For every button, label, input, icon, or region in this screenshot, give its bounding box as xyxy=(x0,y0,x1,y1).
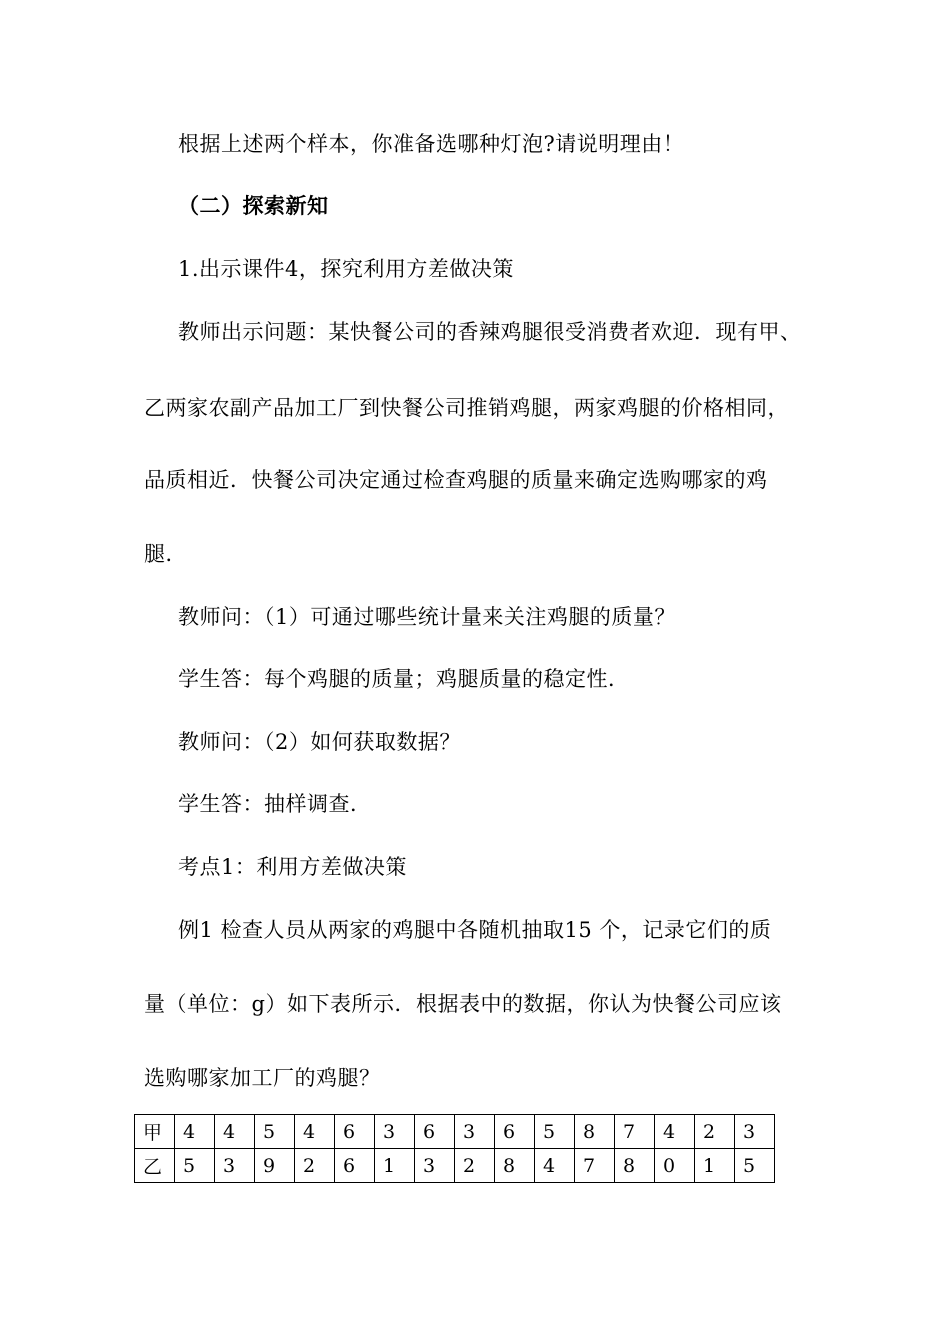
table-cell: 1 xyxy=(375,1149,415,1183)
paragraph-choose-bulb: 根据上述两个样本，你准备选哪种灯泡?请说明理由！ xyxy=(178,132,685,156)
paragraph-problem-line-2: 乙两家农副产品加工厂到快餐公司推销鸡腿，两家鸡腿的价格相同， xyxy=(144,396,789,420)
table-cell: 0 xyxy=(655,1149,695,1183)
teacher-question-2: 教师问：（2）如何获取数据？ xyxy=(178,730,461,754)
student-answer-1: 学生答：每个鸡腿的质量；鸡腿质量的稳定性． xyxy=(178,667,630,691)
table-cell: 5 xyxy=(175,1149,215,1183)
table-cell: 4 xyxy=(175,1115,215,1149)
table-cell: 5 xyxy=(255,1115,295,1149)
table-cell: 4 xyxy=(215,1115,255,1149)
table-cell: 1 xyxy=(695,1149,735,1183)
key-point-1: 考点1：利用方差做决策 xyxy=(178,855,407,879)
table-cell: 2 xyxy=(455,1149,495,1183)
data-table xyxy=(134,1114,775,1183)
table-cell: 6 xyxy=(335,1149,375,1183)
table-cell: 2 xyxy=(295,1149,335,1183)
table-cell: 6 xyxy=(335,1115,375,1149)
table-cell: 6 xyxy=(415,1115,455,1149)
table-cell: 5 xyxy=(535,1115,575,1149)
example-1-line-3: 选购哪家加工厂的鸡腿？ xyxy=(144,1066,381,1090)
row-label: 甲 xyxy=(135,1115,175,1149)
table-cell: 4 xyxy=(295,1115,335,1149)
table-cell: 7 xyxy=(615,1115,655,1149)
paragraph-step-1: 1.出示课件4，探究利用方差做决策 xyxy=(178,257,514,281)
table-cell: 9 xyxy=(255,1149,295,1183)
table-cell: 3 xyxy=(735,1115,775,1149)
table-cell: 8 xyxy=(495,1149,535,1183)
table-cell: 5 xyxy=(735,1149,775,1183)
table-row xyxy=(135,1115,775,1149)
paragraph-problem-line-3: 品质相近．快餐公司决定通过检查鸡腿的质量来确定选购哪家的鸡 xyxy=(144,468,768,492)
example-1-line-1: 例1 检查人员从两家的鸡腿中各随机抽取15 个，记录它们的质 xyxy=(178,918,772,942)
table-cell: 4 xyxy=(655,1115,695,1149)
table-cell: 2 xyxy=(695,1115,735,1149)
table-cell: 8 xyxy=(575,1115,615,1149)
student-answer-2: 学生答：抽样调查． xyxy=(178,792,372,816)
teacher-question-1: 教师问：（1）可通过哪些统计量来关注鸡腿的质量？ xyxy=(178,605,676,629)
table-cell: 3 xyxy=(215,1149,255,1183)
paragraph-problem-line-4: 腿． xyxy=(144,542,187,566)
paragraph-problem-line-1: 教师出示问题：某快餐公司的香辣鸡腿很受消费者欢迎．现有甲、 xyxy=(178,320,802,344)
table-cell: 3 xyxy=(455,1115,495,1149)
table-cell: 3 xyxy=(375,1115,415,1149)
table-row xyxy=(135,1149,775,1183)
table-cell: 7 xyxy=(575,1149,615,1183)
table-cell: 6 xyxy=(495,1115,535,1149)
section-heading: （二）探索新知 xyxy=(178,193,329,218)
table-cell: 3 xyxy=(415,1149,455,1183)
table-cell: 4 xyxy=(535,1149,575,1183)
example-1-line-2: 量（单位：g）如下表所示．根据表中的数据，你认为快餐公司应该 xyxy=(144,992,782,1016)
table-cell: 8 xyxy=(615,1149,655,1183)
row-label: 乙 xyxy=(135,1149,175,1183)
